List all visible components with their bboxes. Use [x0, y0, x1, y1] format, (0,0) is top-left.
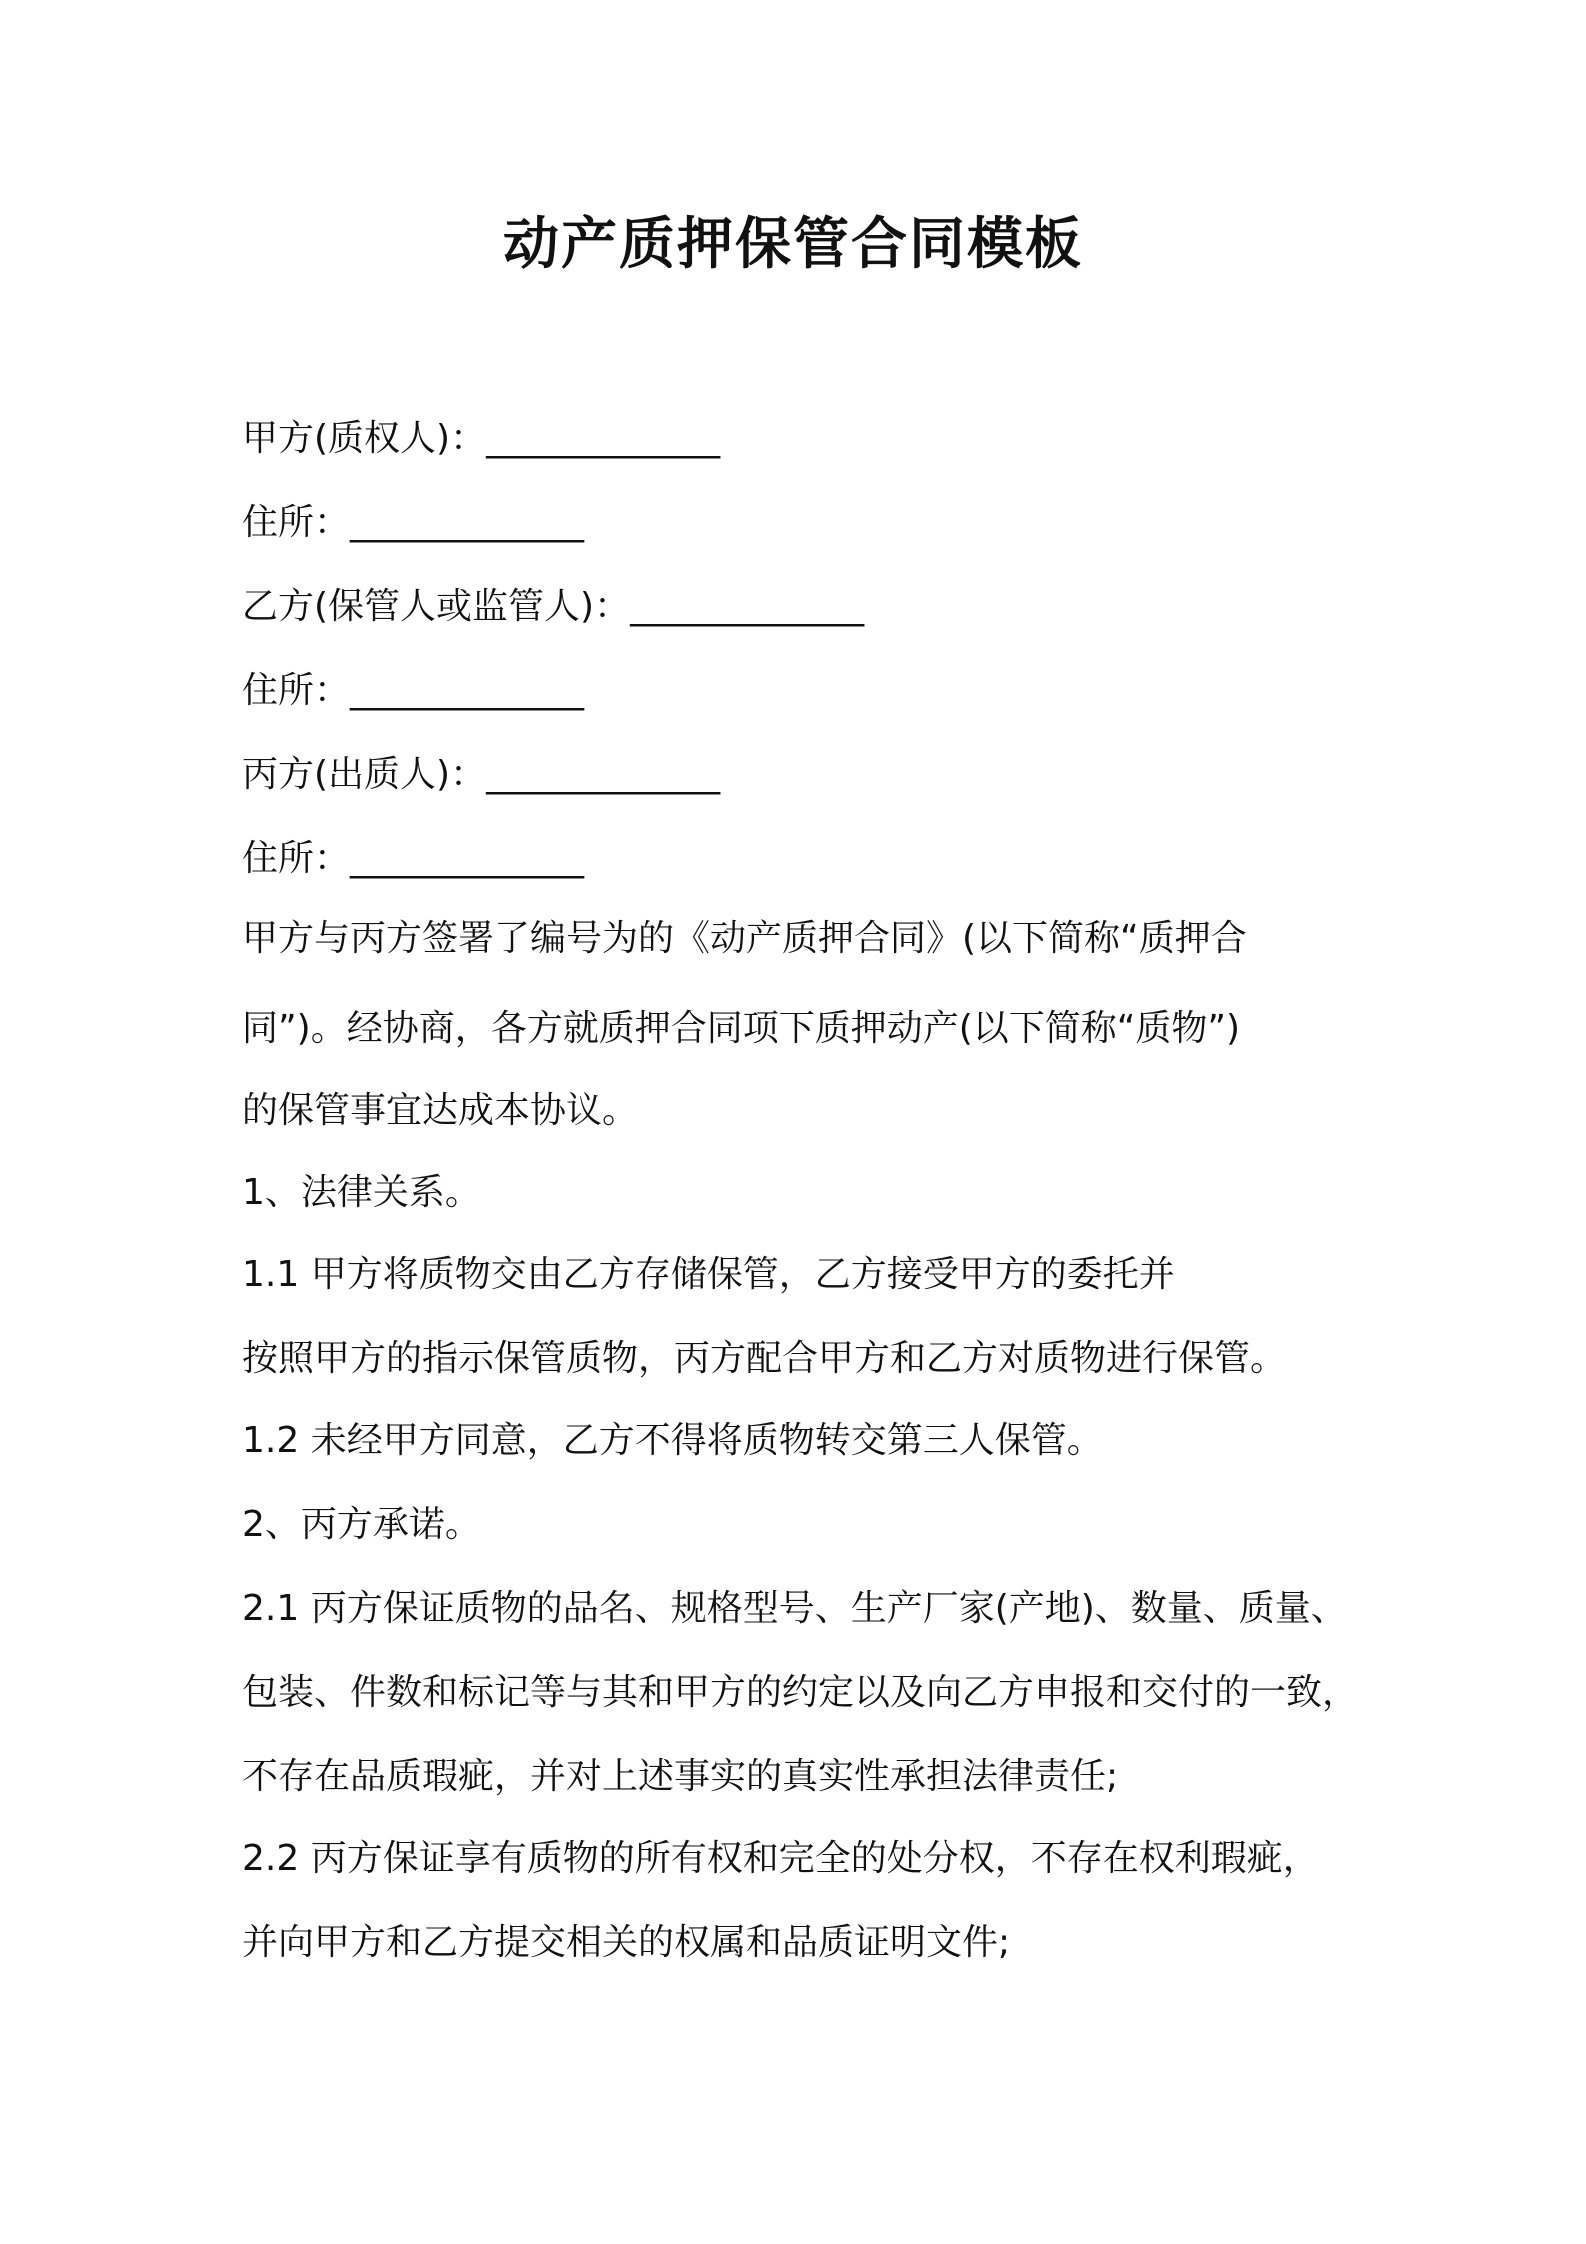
clause-line: 1.2 未经甲方同意，乙方不得将质物转交第三人保管。 [242, 1420, 1103, 1461]
preamble-line: 甲方与丙方签署了编号为的《动产质押合同》(以下简称“质押合 [242, 918, 1247, 959]
preamble-line: 同”)。经协商，各方就质押合同项下质押动产(以下简称“质物”) [242, 1008, 1241, 1049]
preamble-line: 的保管事宜达成本协议。 [242, 1090, 639, 1131]
party-c-address-line: 住所：_____________ [242, 838, 585, 879]
party-c-line: 丙方(出质人)：_____________ [242, 754, 721, 795]
party-a-address-line: 住所：_____________ [242, 502, 585, 543]
clause-line: 按照甲方的指示保管质物，丙方配合甲方和乙方对质物进行保管。 [242, 1338, 1287, 1379]
document-title: 动产质押保管合同模板 [503, 212, 1083, 277]
clause-line: 不存在品质瑕疵，并对上述事实的真实性承担法律责任; [242, 1756, 1119, 1797]
clause-line: 包装、件数和标记等与其和甲方的约定以及向乙方申报和交付的一致， [242, 1672, 1359, 1713]
clause-line: 2.1 丙方保证质物的品名、规格型号、生产厂家(产地)、数量、质量、 [242, 1588, 1347, 1629]
clause-line: 1.1 甲方将质物交由乙方存储保管，乙方接受甲方的委托并 [242, 1254, 1175, 1295]
party-a-line: 甲方(质权人)：_____________ [242, 418, 721, 459]
section-heading: 2、丙方承诺。 [242, 1504, 481, 1545]
party-b-line: 乙方(保管人或监管人)：_____________ [242, 586, 865, 627]
party-b-address-line: 住所：_____________ [242, 670, 585, 711]
clause-line: 并向甲方和乙方提交相关的权属和品质证明文件; [242, 1922, 1011, 1963]
clause-line: 2.2 丙方保证享有质物的所有权和完全的处分权，不存在权利瑕疵， [242, 1838, 1319, 1879]
section-heading: 1、法律关系。 [242, 1172, 481, 1213]
